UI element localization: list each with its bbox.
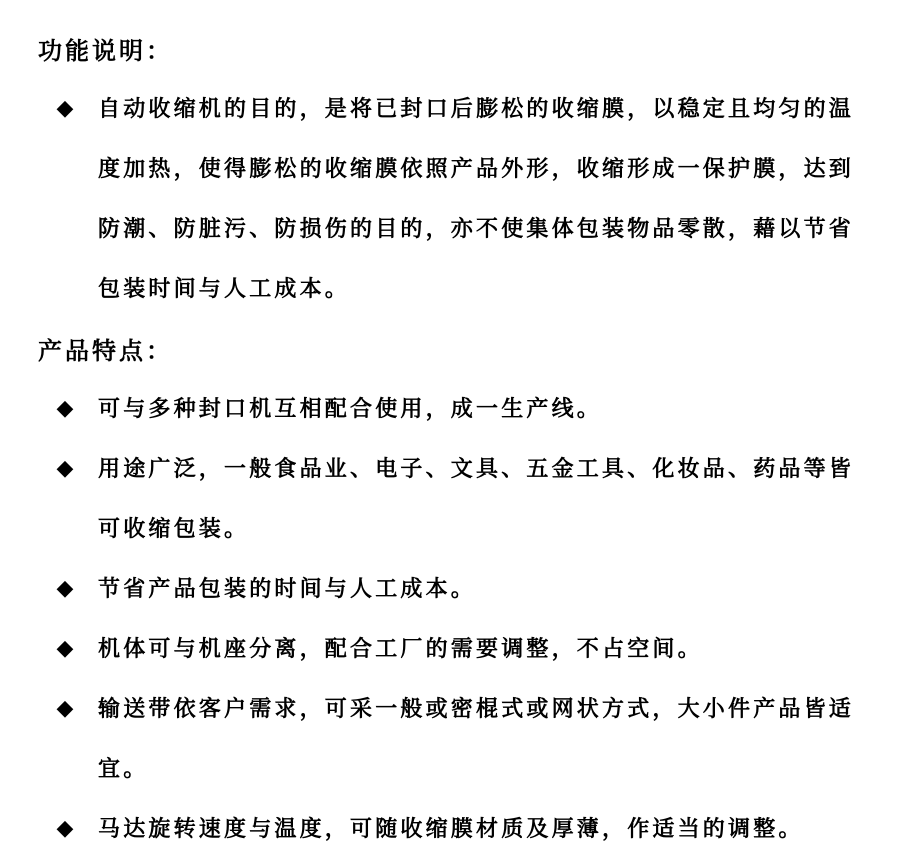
- section-heading-function: 功能说明：: [38, 36, 173, 65]
- feature-item: 用途广泛，一般食品业、电子、文具、五金工具、化妆品、药品等皆可收缩包装。: [98, 456, 855, 542]
- diamond-bullet-icon: ◆: [56, 396, 74, 421]
- function-description: 自动收缩机的目的，是将已封口后膨松的收缩膜，以稳定且均匀的温度加热，使得膨松的收缩膜依照产品外形，收缩形成一保护膜，达到防潮、防脏污、防损伤的目的，亦不使集体包装物品零散，藉以节省包装时间与人工成本。: [98, 96, 855, 302]
- diamond-bullet-icon: ◆: [56, 96, 74, 121]
- feature-item: 节省产品包装的时间与人工成本。: [98, 576, 477, 602]
- diamond-bullet-icon: ◆: [56, 816, 74, 841]
- feature-item: 可与多种封口机互相配合使用，成一生产线。: [98, 396, 603, 422]
- diamond-bullet-icon: ◆: [56, 636, 74, 661]
- feature-item: 马达旋转速度与温度，可随收缩膜材质及厚薄，作适当的调整。: [98, 816, 804, 842]
- section-heading-features: 产品特点：: [38, 336, 173, 365]
- feature-item: 机体可与机座分离，配合工厂的需要调整，不占空间。: [98, 636, 703, 662]
- feature-item: 输送带依客户需求，可采一般或密棍式或网状方式，大小件产品皆适宜。: [98, 696, 855, 782]
- diamond-bullet-icon: ◆: [56, 696, 74, 721]
- diamond-bullet-icon: ◆: [56, 456, 74, 481]
- diamond-bullet-icon: ◆: [56, 576, 74, 601]
